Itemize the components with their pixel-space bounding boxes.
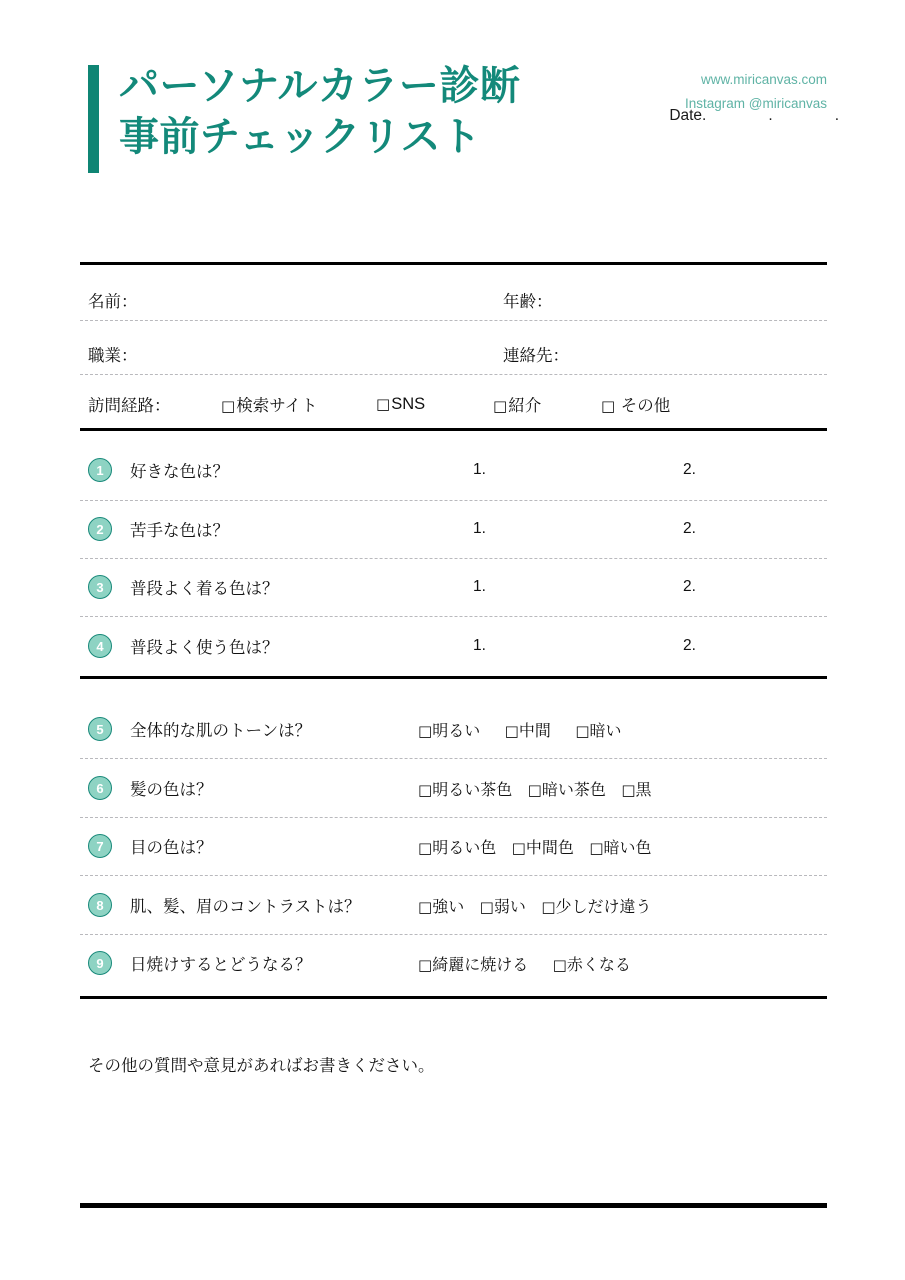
option-label: 綺麗に焼ける xyxy=(432,956,529,974)
occupation-label: 職業： xyxy=(88,347,138,365)
page-header xyxy=(88,62,827,192)
visit-route-label: 訪問経路： xyxy=(88,397,171,415)
option-medium-eye[interactable] xyxy=(512,840,574,857)
website-link[interactable]: www.miricanvas.com xyxy=(700,72,827,87)
answer-blank-2[interactable]: 2. xyxy=(683,637,696,654)
name-label: 名前： xyxy=(88,293,138,311)
option-label: 暗い xyxy=(589,722,622,740)
question-number-badge: 8 xyxy=(88,893,112,917)
route-option-other[interactable] xyxy=(601,392,670,416)
checkbox-icon[interactable]: □ xyxy=(541,897,556,916)
option-label: 少しだけ違う xyxy=(555,898,652,916)
answer-blank-1[interactable]: 1. xyxy=(473,578,486,595)
answer-blank-1[interactable]: 1. xyxy=(473,520,486,537)
free-comment-label: その他の質問や意見があればお書きください。 xyxy=(88,1057,435,1075)
checkbox-icon[interactable]: □ xyxy=(418,721,433,740)
question-text: 普段よく着る色は？ xyxy=(130,580,279,598)
date-label: Date. xyxy=(669,107,707,124)
question-row-2 xyxy=(88,517,827,541)
checkbox-icon[interactable]: □ xyxy=(376,394,391,413)
divider-info-1 xyxy=(80,320,827,321)
section-rule-questions-top xyxy=(80,428,827,431)
option-label: 赤くなる xyxy=(566,956,631,974)
option-label: 中間 xyxy=(518,722,551,740)
age-field[interactable] xyxy=(503,288,827,312)
title-line-1: パーソナルカラー診断 xyxy=(119,64,521,108)
title-accent-bar xyxy=(88,65,99,173)
name-age-row xyxy=(88,288,827,312)
option-weak[interactable] xyxy=(480,899,526,916)
option-black[interactable] xyxy=(621,782,651,799)
question-row-7: 7 目の色は？ □明るい色 □中間色 □暗い色 xyxy=(88,834,827,858)
question-number-badge: 3 xyxy=(88,575,112,599)
option-dark-eye[interactable] xyxy=(589,840,651,857)
option-dark[interactable] xyxy=(575,723,621,740)
question-text: 普段よく使う色は？ xyxy=(130,639,279,657)
question-number-badge: 6 xyxy=(88,776,112,800)
divider-question-8 xyxy=(80,934,827,935)
option-label: 中間色 xyxy=(525,839,574,857)
checkbox-icon[interactable]: □ xyxy=(479,897,494,916)
question-text: 苦手な色は？ xyxy=(130,522,229,540)
occupation-field[interactable] xyxy=(88,342,503,366)
checkbox-icon[interactable]: □ xyxy=(221,397,236,415)
divider-info-2 xyxy=(80,374,827,375)
route-option-search[interactable] xyxy=(221,392,376,416)
checkbox-icon[interactable]: □ xyxy=(418,955,433,974)
divider-question-2 xyxy=(80,558,827,559)
checkbox-icon[interactable]: □ xyxy=(493,397,508,415)
date-separator-1: . xyxy=(768,107,773,124)
section-rule-top xyxy=(80,262,827,265)
question-number-badge: 7 xyxy=(88,834,112,858)
answer-options xyxy=(418,835,652,858)
section-rule-middle xyxy=(80,676,827,679)
answer-options xyxy=(418,894,652,917)
option-label: 暗い茶色 xyxy=(541,781,606,799)
date-field[interactable] xyxy=(669,107,839,125)
question-row-1 xyxy=(88,458,827,482)
question-number-badge: 2 xyxy=(88,517,112,541)
option-label: 黒 xyxy=(635,781,652,799)
checkbox-icon[interactable]: □ xyxy=(511,838,526,857)
checkbox-icon[interactable]: □ xyxy=(621,780,636,799)
page-bottom-rule xyxy=(80,1203,827,1208)
option-light-eye[interactable] xyxy=(418,840,496,857)
question-row-9: 9 日焼けするとどうなる？ □綺麗に焼ける □赤くなる xyxy=(88,951,827,975)
route-option-label: 検索サイト xyxy=(236,397,318,415)
page-title xyxy=(119,62,520,162)
checkbox-icon[interactable]: □ xyxy=(504,721,519,740)
instagram-handle[interactable]: Instagram @miricanvas xyxy=(685,95,827,111)
option-label: 強い xyxy=(432,898,465,916)
checkbox-icon[interactable]: □ xyxy=(575,721,590,740)
answer-blank-2[interactable]: 2. xyxy=(683,461,696,478)
option-turns-red[interactable] xyxy=(553,957,631,974)
question-text: 好きな色は？ xyxy=(130,463,229,481)
route-option-label: SNS xyxy=(391,394,426,413)
question-number-badge: 5 xyxy=(88,717,112,741)
route-option-label: その他 xyxy=(616,397,671,415)
divider-question-3 xyxy=(80,616,827,617)
contact-field[interactable] xyxy=(503,342,827,366)
checkbox-icon[interactable]: □ xyxy=(418,780,433,799)
option-label: 明るい xyxy=(432,722,481,740)
section-rule-questions-bottom xyxy=(80,996,827,999)
divider-question-7 xyxy=(80,875,827,876)
checkbox-icon[interactable]: □ xyxy=(418,897,433,916)
answer-options xyxy=(418,777,652,800)
divider-question-6 xyxy=(80,817,827,818)
checkbox-icon[interactable]: □ xyxy=(418,838,433,857)
option-light-brown[interactable] xyxy=(418,782,512,799)
answer-blank-1[interactable]: 1. xyxy=(473,637,486,654)
question-row-4 xyxy=(88,634,827,658)
title-line-2: 事前チェックリスト xyxy=(119,114,482,159)
question-row-6: 6 髪の色は？ □明るい茶色 □暗い茶色 □黒 xyxy=(88,776,827,800)
checkbox-icon[interactable]: □ xyxy=(589,838,604,857)
option-label: 明るい茶色 xyxy=(432,781,513,799)
option-dark-brown[interactable] xyxy=(528,782,606,799)
option-label: 暗い色 xyxy=(603,839,652,857)
question-number-badge: 4 xyxy=(88,634,112,658)
option-strong[interactable] xyxy=(418,899,464,916)
name-field[interactable] xyxy=(88,288,503,312)
answer-blank-1[interactable]: 1. xyxy=(473,461,486,478)
question-number-badge: 1 xyxy=(88,458,112,482)
checkbox-icon[interactable]: □ xyxy=(527,780,542,799)
divider-question-5 xyxy=(80,758,827,759)
question-row-8: 8 肌、髪、眉のコントラストは？ □強い □弱い □少しだけ違う xyxy=(88,893,827,917)
option-tans-well[interactable] xyxy=(418,957,528,974)
question-number-badge: 9 xyxy=(88,951,112,975)
checkbox-icon[interactable]: □ xyxy=(552,955,567,974)
date-separator-2: . xyxy=(834,107,839,124)
visit-route-row xyxy=(88,392,827,416)
answer-options xyxy=(418,718,622,741)
age-label: 年齢： xyxy=(503,293,553,311)
option-label: 明るい色 xyxy=(432,839,497,857)
occupation-contact-row xyxy=(88,342,827,366)
question-row-3 xyxy=(88,575,827,599)
divider-question-1 xyxy=(80,500,827,501)
checkbox-icon[interactable]: □ xyxy=(601,397,616,415)
answer-blank-2[interactable]: 2. xyxy=(683,520,696,537)
option-label: 弱い xyxy=(493,898,526,916)
option-medium[interactable] xyxy=(505,723,551,740)
contact-label: 連絡先： xyxy=(503,347,569,365)
route-option-referral[interactable] xyxy=(493,392,601,416)
answer-blank-2[interactable]: 2. xyxy=(683,578,696,595)
route-option-sns[interactable] xyxy=(376,395,493,414)
route-option-label: 紹介 xyxy=(508,397,542,415)
option-slight[interactable] xyxy=(541,899,651,916)
answer-options xyxy=(418,952,631,975)
option-bright[interactable] xyxy=(418,723,480,740)
question-row-5: 5 全体的な肌のトーンは？ □明るい □中間 □暗い xyxy=(88,717,827,741)
